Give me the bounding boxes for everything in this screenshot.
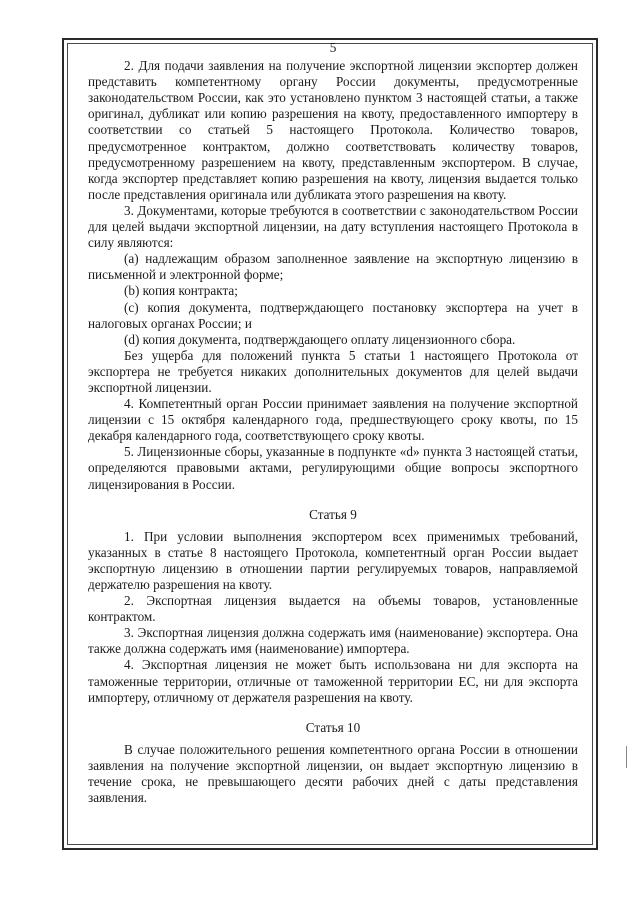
- paragraph: 5. Лицензионные сборы, указанные в подпункте «d» пункта 3 настоящей статьи, определяются правовыми актами, регулирующими общие вопросы экспортного лицензирования в России.: [88, 444, 578, 492]
- list-item: (d) копия документа, подтверждающего оплату лицензионного сбора.: [124, 331, 516, 347]
- paragraph: 3. Документами, которые требуются в соответствии с законодательством России для целей выдачи экспортной лицензии, на дату вступления настоящего Протокола в силу являются:: [88, 202, 578, 251]
- paragraph: 3. Экспортная лицензия должна содержать имя (наименование) экспортера. Она также должна содержать имя (наименование) импортера.: [88, 625, 578, 657]
- document-body: [88, 40, 578, 806]
- paragraph: 2. Для подачи заявления на получение экспортной лицензии экспортер должен представить компетентному органу России документы, предусмотренные законодательством России, как это установлено пунктом 3 настоящей статьи, а также оригинал, дубликат или копию разрешения на квоту, предоставленного импортеру в соответствии со статьей 5 настоящего Протокола. Количество товаров, предусмотренное контрактом, должно соответствовать количеству товаров, предусмотренному разрешением на квоту, представленным экспортером. В случае, когда экспортер представляет копию разрешения на квоту, лицензия выдается только после представления оригинала или дубликата этого разрешения на квоту.: [88, 58, 578, 202]
- list-item: (b) копия контракта;: [124, 283, 238, 299]
- article-10-heading: Статья 10: [305, 719, 361, 735]
- paragraph: 4. Экспортная лицензия не может быть использована ни для экспорта на таможенные территории, отличные от таможенной территории ЕС, ни для экспорта импортеру, отличному от держателя разрешения на квоту.: [88, 657, 578, 705]
- list-item: (a) надлежащим образом заполненное заявление на экспортную лицензию в письменной и электронной форме;: [88, 251, 578, 283]
- paragraph: 4. Компетентный орган России принимает заявления на получение экспортной лицензии с 15 октября календарного года, предшествующего сроку квоты, по 15 декабря календарного года, соответствующего сроку квоты.: [88, 396, 578, 444]
- paragraph: Без ущерба для положений пункта 5 статьи 1 настоящего Протокола от экспортера не требуется никаких дополнительных документов для целей выдачи экспортной лицензии.: [88, 347, 578, 395]
- list-item: (c) копия документа, подтверждающего постановку экспортера на учет в налоговых органах России; и: [88, 299, 578, 331]
- paragraph: В случае положительного решения компетентного органа России в отношении заявления на получение экспортной лицензии, он выдает экспортную лицензию в течение срока, не превышающего десяти рабочих дней с даты представления заявления.: [88, 741, 578, 806]
- article-9-heading: Статья 9: [309, 506, 357, 522]
- paragraph: 1. При условии выполнения экспортером всех применимых требований, указанных в статье 8 настоящего Протокола, компетентный орган России выдает экспортную лицензию в отношении партии регулируемых товаров, направляемой держателю разрешения на квоту.: [88, 528, 578, 592]
- margin-mark: [626, 746, 627, 768]
- page-number: 5: [329, 40, 337, 55]
- paragraph: 2. Экспортная лицензия выдается на объемы товаров, установленные контрактом.: [88, 593, 578, 625]
